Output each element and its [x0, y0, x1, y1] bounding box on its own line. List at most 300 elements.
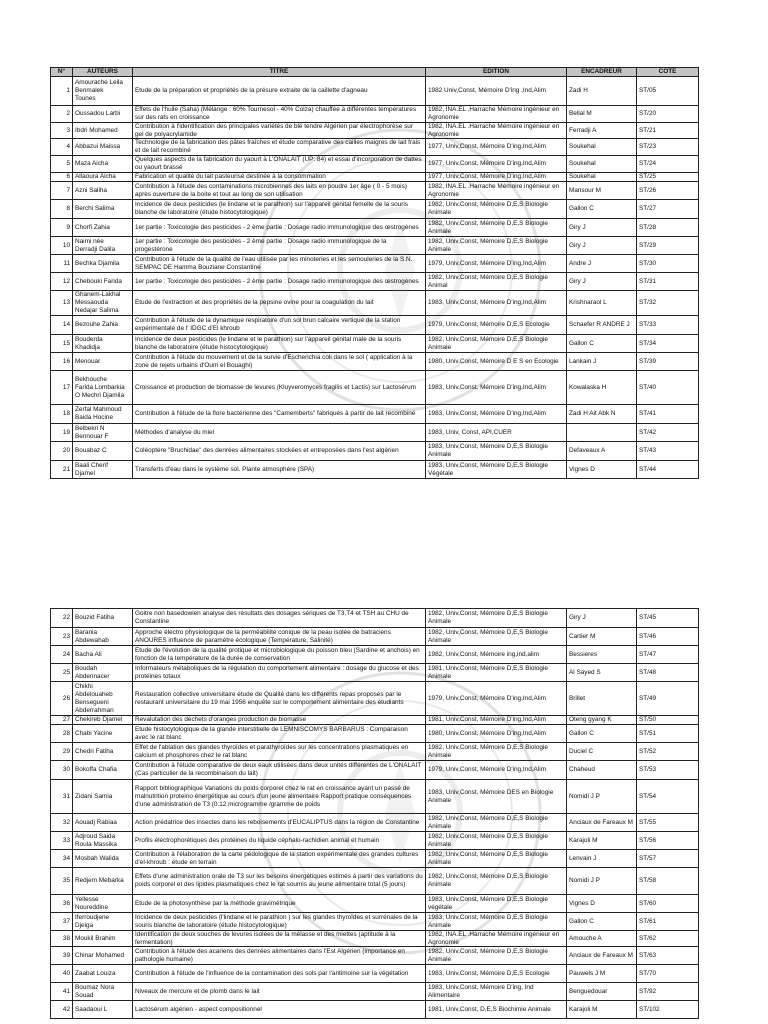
author-names: Naimi née Derradji Dalila	[75, 237, 116, 253]
row-number: 2	[66, 110, 70, 117]
cell-author-names	[73, 868, 133, 894]
cell-thesis-title	[133, 200, 426, 218]
cell-edition-info	[426, 273, 567, 290]
author-names: Chabi Yacine	[75, 729, 113, 737]
table-row	[51, 931, 699, 947]
cell-row-number	[51, 405, 73, 423]
author-names: Zidani Samia	[75, 792, 113, 800]
table-row	[51, 965, 699, 983]
thesis-title: Transferts d'eau dans le système sol. Plante atmosphère (SPA)	[135, 465, 315, 473]
cell-author-names	[73, 405, 133, 423]
supervisor-name: Cartier M	[569, 632, 596, 640]
edition-info: 1983, Univ, Const, API,CUER	[428, 428, 512, 436]
cell-call-number	[637, 405, 699, 423]
cell-thesis-title	[133, 123, 426, 138]
call-number: ST/40	[639, 383, 657, 391]
cell-supervisor-name	[567, 335, 637, 352]
cell-author-names	[73, 219, 133, 236]
edition-info: 1982, Univ,Const, Mémoire D,E,S Biologie Animale	[428, 201, 548, 216]
supervisor-name: Mansour M	[569, 186, 601, 194]
cell-supervisor-name	[567, 913, 637, 930]
cell-edition-info	[426, 353, 567, 370]
supervisor-name: Vignes D	[569, 465, 595, 473]
edition-info: 1982, Univ,Const, Mémoire D,E,S Biologie Animale	[428, 743, 548, 759]
header-authors-label: AUTEURS	[87, 68, 118, 75]
edition-info: 1982, INA.EL .Harrache Mémoire ingénieur en Agronomie	[428, 931, 560, 946]
author-names: Abbazui Maissa	[75, 143, 121, 150]
cell-author-names	[73, 77, 133, 105]
cell-call-number	[637, 316, 699, 334]
edition-info: 1977, Univ,Const, Mémoire D'ing,Ind,Alim	[428, 160, 546, 167]
cell-edition-info	[426, 983, 567, 1000]
cell-row-number	[51, 139, 73, 155]
row-number: 26	[62, 694, 70, 702]
thesis-title: Effets d'une administration orale de T3 sur les besoins énergétiques estimés à partir des variations du poids corporel et des lipides plasmatiques chez le rat soumis au jeune alimentaire total (5 jours)	[135, 873, 423, 888]
cell-row-number	[51, 106, 73, 122]
row-number: 40	[62, 969, 70, 977]
cell-row-number	[51, 335, 73, 352]
cell-row-number	[51, 743, 73, 760]
call-number: ST/56	[639, 836, 657, 844]
thesis-title: Contribution à l'élaboration de la carte pédologique de la station expérimentale des grandes cultures d'el-khroub : étude en terrain	[135, 850, 419, 866]
thesis-title: Profils électrophorétiques des protéines du liquide céphalo-rachidien animal et humain	[135, 836, 380, 844]
row-number: 32	[62, 818, 70, 826]
cell-call-number	[637, 931, 699, 946]
cell-row-number	[51, 353, 73, 370]
call-number: ST/31	[639, 277, 657, 285]
cell-thesis-title	[133, 335, 426, 352]
cell-thesis-title	[133, 273, 426, 290]
edition-info: 1982, Univ,Const, Mémoire D,E,S Biologie Animale	[428, 873, 548, 888]
edition-info: 1982, Univ,Const, Mémoire D,E,S Biologie Animale	[428, 335, 548, 351]
row-number: 24	[62, 650, 70, 658]
table-row	[51, 291, 699, 316]
cell-row-number	[51, 77, 73, 105]
cell-call-number	[637, 1001, 699, 1018]
cell-call-number	[637, 106, 699, 122]
table1-body	[51, 77, 699, 479]
edition-info: 1982, Univ,Const, Mémoire D,E,S Biologie Animale	[428, 237, 548, 253]
table-row	[51, 609, 699, 628]
cell-call-number	[637, 725, 699, 742]
cell-supervisor-name	[567, 371, 637, 404]
cell-author-names	[73, 106, 133, 122]
cell-thesis-title	[133, 291, 426, 315]
author-names: Allaoura Aicha	[75, 173, 116, 180]
cell-edition-info	[426, 725, 567, 742]
cell-call-number	[637, 291, 699, 315]
row-number: 18	[62, 410, 70, 417]
edition-info: 1983, Univ,Const, Mémoire DES en Biologie Animale	[428, 788, 554, 804]
cell-call-number	[637, 814, 699, 831]
author-names: Yellesse Noureddine	[75, 895, 109, 911]
cell-row-number	[51, 646, 73, 663]
author-names: Bouderda Khadidja	[75, 335, 103, 351]
row-number: 9	[66, 223, 70, 231]
cell-thesis-title	[133, 895, 426, 912]
edition-info: 1983, Univ,Const, Mémoire D'ing, Ind Alimentaire	[428, 983, 534, 999]
cell-author-names	[73, 725, 133, 742]
edition-info: 1981, Univ,Const, D,E,S Biochimie Animale	[428, 1005, 551, 1013]
cell-author-names	[73, 182, 133, 199]
edition-info: 1979, Univ,Const, Mémoire D'ing,Ind,Alim	[428, 694, 546, 702]
cell-call-number	[637, 173, 699, 181]
cell-row-number	[51, 931, 73, 946]
edition-info: 1983, Univ,Const, Mémoire D'ing,Ind,Alim	[428, 383, 546, 391]
call-number: ST/60	[639, 899, 657, 907]
cell-author-names	[73, 983, 133, 1000]
supervisor-name: Ferradji A	[569, 126, 597, 134]
supervisor-name: Nomidi J P	[569, 792, 600, 800]
cell-row-number	[51, 947, 73, 964]
cell-thesis-title	[133, 237, 426, 254]
cell-thesis-title	[133, 761, 426, 779]
supervisor-name: Karajoli M	[569, 836, 598, 844]
table-row	[51, 424, 699, 442]
row-number: 11	[63, 259, 70, 267]
call-number: ST/30	[639, 259, 657, 267]
cell-thesis-title	[133, 682, 426, 715]
cell-thesis-title	[133, 156, 426, 172]
edition-info: 1983, Univ,Const, Mémoire D,E,S Ecologie	[428, 969, 550, 977]
cell-row-number	[51, 291, 73, 315]
cell-supervisor-name	[567, 316, 637, 334]
cell-call-number	[637, 123, 699, 138]
table-row	[51, 353, 699, 371]
row-number: 14	[62, 321, 70, 328]
call-number: ST/61	[639, 917, 657, 925]
cell-author-names	[73, 442, 133, 460]
row-number: 29	[62, 747, 70, 755]
cell-thesis-title	[133, 461, 426, 478]
cell-supervisor-name	[567, 931, 637, 946]
cell-author-names	[73, 173, 133, 181]
thesis-title: Identification de deux souches de levures isolées de la mélasse et des miettes (aptitude à la fermentation)	[135, 931, 396, 946]
cell-author-names	[73, 780, 133, 813]
supervisor-name: Amouche A	[569, 934, 602, 942]
edition-info: 1983, Univ,Const, Mémoire D'ing,Ind,Alim	[428, 299, 546, 306]
call-number: ST/50	[639, 716, 657, 723]
call-number: ST/53	[639, 766, 657, 773]
cell-edition-info	[426, 291, 567, 315]
author-names: Iferroudjene Djeiga	[75, 913, 110, 929]
author-names: Chinar Mohamed	[75, 951, 125, 959]
author-names: Zerfal Mahmoud Baida Hocine	[75, 406, 122, 421]
supervisor-name: Vignes D	[569, 899, 595, 907]
cell-call-number	[637, 442, 699, 460]
cell-supervisor-name	[567, 106, 637, 122]
cell-supervisor-name	[567, 832, 637, 849]
row-number: 34	[62, 854, 70, 862]
thesis-title: 1er partie : Toxicologie des pesticides - 2 ème partie : Dosage radio immunologique de la progestérone	[135, 237, 387, 253]
author-names: Ibdri Mohamed	[75, 126, 118, 134]
thesis-title: Contribution à l'étude du mouvement et de la survie d'Escherichia coli dans le sol ( application à la zone de rejets urbains d'Oum el Bouaghi)	[135, 353, 413, 369]
author-names: Moukil Brahim	[75, 934, 116, 942]
cell-call-number	[637, 965, 699, 982]
row-number: 21	[62, 465, 70, 473]
supervisor-name: Andre J	[569, 259, 592, 267]
cell-supervisor-name	[567, 664, 637, 681]
table-row	[51, 780, 699, 814]
cell-supervisor-name	[567, 646, 637, 663]
cell-supervisor-name	[567, 139, 637, 155]
cell-edition-info	[426, 780, 567, 813]
row-number: 28	[62, 729, 70, 737]
cell-supervisor-name	[567, 291, 637, 315]
supervisor-name: Soukehal	[569, 143, 596, 150]
thesis-title: Contribution à l'étude des contaminations microbiennes des laits en poudre 1er âge ( 0 - 5 mois) après ouverture de la boite et tout au long de son utilisation	[135, 182, 407, 198]
cell-thesis-title	[133, 371, 426, 404]
cell-author-names	[73, 291, 133, 315]
cell-supervisor-name	[567, 965, 637, 982]
table1	[50, 67, 699, 479]
cell-call-number	[637, 139, 699, 155]
cell-edition-info	[426, 335, 567, 352]
call-number: ST/52	[639, 747, 657, 755]
cell-thesis-title	[133, 173, 426, 181]
call-number: ST/42	[639, 428, 657, 436]
edition-info: 1979, Univ,Const, Mémoire D'ing,Ind,Alim	[428, 766, 546, 773]
cell-thesis-title	[133, 850, 426, 867]
table-row	[51, 947, 699, 965]
edition-info: 1982 Univ,Const, Mémoire D'ing ,Ind,Alim	[428, 87, 546, 94]
cell-thesis-title	[133, 1001, 426, 1018]
cell-author-names	[73, 832, 133, 849]
thesis-title: Incidence de deux pesticides (le lindane et le parathion) sur l'appareil génital male de la souris blanche de laboratoire (étude histocytologique)	[135, 335, 402, 351]
thesis-title: Restauration collective universitaire étude de Qualité dans les différents repas proposés par le restaurant universitaire du 19 mai 1956 enquête sur le comportement alimentaire des étudiants	[135, 690, 404, 706]
header-call-number	[637, 68, 699, 76]
call-number: ST/28	[639, 223, 657, 231]
table-row	[51, 682, 699, 716]
cell-supervisor-name	[567, 182, 637, 199]
table-row	[51, 77, 699, 106]
edition-info: 1982, Univ,Const, Mémoire D,E,S Biologie Animale	[428, 610, 548, 625]
edition-info: 1982, INA.EL .Harrache Mémoire ingénieur en Agronomie	[428, 182, 560, 198]
cell-edition-info	[426, 156, 567, 172]
row-number: 27	[62, 716, 70, 723]
call-number: ST/20	[639, 110, 657, 117]
cell-thesis-title	[133, 219, 426, 236]
row-number: 22	[62, 614, 70, 621]
author-names: Bokoffa Chafia	[75, 766, 117, 773]
cell-supervisor-name	[567, 237, 637, 254]
cell-call-number	[637, 237, 699, 254]
cell-author-names	[73, 761, 133, 779]
cell-call-number	[637, 200, 699, 218]
call-number: ST/43	[639, 447, 657, 454]
author-names: Redjem Mebarka	[75, 877, 124, 884]
cell-row-number	[51, 273, 73, 290]
cell-call-number	[637, 682, 699, 715]
author-names: Berchi Salima	[75, 205, 115, 212]
header-edition-label: EDITION	[483, 68, 509, 75]
cell-author-names	[73, 664, 133, 681]
cell-row-number	[51, 255, 73, 272]
cell-row-number	[51, 895, 73, 912]
cell-thesis-title	[133, 868, 426, 894]
cell-call-number	[637, 983, 699, 1000]
cell-call-number	[637, 371, 699, 404]
cell-author-names	[73, 965, 133, 982]
cell-row-number	[51, 219, 73, 236]
row-number: 23	[62, 632, 70, 640]
thesis-title: Croissance et production de biomasse de levures (Kluyveromyces fragilis et Lactis) sur Lactosérum	[135, 383, 416, 391]
edition-info: 1982, Univ,Const, Mémoire D,E,S Biologie Animale	[428, 947, 548, 963]
table-row	[51, 761, 699, 780]
supervisor-name: Gallon C	[569, 729, 594, 737]
header-supervisor-label: ENCADREUR	[581, 68, 622, 75]
row-number: 15	[62, 339, 70, 347]
call-number: ST/32	[639, 299, 657, 306]
thesis-title: Revalutation des déchets d'oranges production de biomasse	[135, 716, 307, 723]
row-number: 30	[62, 766, 70, 773]
cell-supervisor-name	[567, 255, 637, 272]
table-row	[51, 868, 699, 895]
thesis-title: Effet de l'ablation des glandes thyroïdes et parathyroïdes sur les concentrations plasmatiques en calcium et phosphores chez le rat blanc	[135, 743, 409, 759]
cell-thesis-title	[133, 743, 426, 760]
thesis-title: Incidence de deux pesticides (le lindane et le parathion) sur l'appareil génital femelle de la souris blanche de laboratoire (étude histocytologique)	[135, 201, 408, 216]
cell-author-names	[73, 316, 133, 334]
table-row	[51, 316, 699, 335]
row-number: 16	[62, 357, 70, 365]
cell-edition-info	[426, 913, 567, 930]
thesis-title: Contribution à l'étude de l'influence de la contamination des sols par l'antimoine sur la végétation	[135, 969, 409, 977]
table-row	[51, 832, 699, 850]
table-row	[51, 628, 699, 646]
cell-edition-info	[426, 106, 567, 122]
supervisor-name: Karajoli M	[569, 1005, 598, 1013]
table-row	[51, 646, 699, 664]
row-number: 10	[62, 241, 70, 249]
cell-author-names	[73, 255, 133, 272]
cell-call-number	[637, 664, 699, 681]
author-names: Chikhi Abdelouaheb Bensegueni Abderrahman	[75, 682, 114, 714]
author-names: Oussadou Larbi	[75, 110, 121, 117]
row-number: 33	[62, 836, 70, 844]
cell-author-names	[73, 609, 133, 627]
cell-thesis-title	[133, 913, 426, 930]
supervisor-name: Giry J	[569, 241, 586, 249]
supervisor-name: Benguedouar	[569, 987, 608, 995]
supervisor-name: Giry J	[569, 223, 586, 231]
cell-supervisor-name	[567, 273, 637, 290]
cell-edition-info	[426, 931, 567, 946]
table-row	[51, 200, 699, 219]
table-row	[51, 255, 699, 273]
cell-thesis-title	[133, 405, 426, 423]
cell-author-names	[73, 200, 133, 218]
cell-supervisor-name	[567, 405, 637, 423]
row-number: 36	[62, 899, 70, 907]
call-number: ST/92	[639, 987, 657, 995]
cell-supervisor-name	[567, 424, 637, 441]
cell-supervisor-name	[567, 442, 637, 460]
thesis-title: Méthodes d'analyse du miel	[135, 428, 215, 436]
author-names: Chedri Fatiha	[75, 747, 114, 755]
cell-author-names	[73, 353, 133, 370]
cell-row-number	[51, 832, 73, 849]
call-number: ST/47	[639, 650, 657, 658]
supervisor-name: Lankain J	[569, 357, 597, 365]
cell-author-names	[73, 628, 133, 645]
supervisor-name: Zadi H Ait Abk N	[569, 410, 616, 417]
call-number: ST/54	[639, 792, 657, 800]
call-number: ST/51	[639, 729, 657, 737]
cell-call-number	[637, 255, 699, 272]
edition-info: 1981, Univ,Const, Mémoire D,E,S Biologie Animale	[428, 664, 548, 680]
table-row	[51, 123, 699, 139]
cell-row-number	[51, 200, 73, 218]
cell-thesis-title	[133, 965, 426, 982]
supervisor-name: Bellal M	[569, 110, 592, 117]
cell-author-names	[73, 156, 133, 172]
author-names: Bechka Djamila	[75, 259, 120, 267]
cell-edition-info	[426, 832, 567, 849]
supervisor-name: Pauwels J M	[569, 969, 606, 977]
cell-thesis-title	[133, 77, 426, 105]
row-number: 25	[62, 668, 70, 676]
author-names: Zaabat Louiza	[75, 969, 116, 977]
thesis-title: Etude histocytologique de la glande interstitielle de LEMNISCOMYS BARBARUS : Comparaison avec le rat blanc	[135, 725, 408, 741]
edition-info: 1982, Univ,Const, Mémoire D,E,S Biologie Animal	[428, 273, 548, 289]
supervisor-name: Oteng gyang K	[569, 716, 612, 723]
cell-author-names	[73, 814, 133, 831]
cell-supervisor-name	[567, 1001, 637, 1018]
cell-supervisor-name	[567, 850, 637, 867]
cell-row-number	[51, 173, 73, 181]
row-number: 39	[62, 951, 70, 959]
cell-author-names	[73, 335, 133, 352]
cell-supervisor-name	[567, 868, 637, 894]
thesis-title: Approche électro physiologique de la perméabilité conique de la peau isolée de batraciens ANOURES influence de paramètre écologique (Température, Salinité)	[135, 628, 391, 644]
cell-edition-info	[426, 237, 567, 254]
row-number: 8	[66, 205, 70, 212]
cell-row-number	[51, 725, 73, 742]
table-row	[51, 1001, 699, 1019]
edition-info: 1983, Univ,Const, Mémoire D,E,S Biologie végétale	[428, 895, 548, 911]
call-number: ST/23	[639, 143, 657, 150]
cell-thesis-title	[133, 947, 426, 964]
table-row	[51, 461, 699, 479]
cell-row-number	[51, 461, 73, 478]
table-row	[51, 664, 699, 682]
author-names: Ghanem-Lakhal Messaouda Nedajar Salima	[75, 291, 121, 314]
cell-thesis-title	[133, 780, 426, 813]
thesis-title: Fabrication et qualité du lait pasteurisé destinée à la consommation	[135, 173, 326, 180]
table-row	[51, 895, 699, 913]
cell-edition-info	[426, 182, 567, 199]
cell-supervisor-name	[567, 983, 637, 1000]
author-names: Chekireb Djamel	[75, 716, 123, 723]
cell-edition-info	[426, 173, 567, 181]
edition-info: 1982, Univ,Const, Mémoire D,E,S Biologie Animale	[428, 832, 548, 848]
cell-row-number	[51, 868, 73, 894]
call-number: ST/33	[639, 321, 657, 328]
cell-row-number	[51, 424, 73, 441]
table-row	[51, 913, 699, 931]
supervisor-name: Lenvain J	[569, 854, 597, 862]
cell-row-number	[51, 716, 73, 724]
cell-edition-info	[426, 646, 567, 663]
cell-edition-info	[426, 850, 567, 867]
table-row	[51, 335, 699, 353]
author-names: Mosbah Walida	[75, 854, 119, 862]
cell-edition-info	[426, 1001, 567, 1018]
supervisor-name: Defaveaux A	[569, 447, 606, 454]
cell-author-names	[73, 461, 133, 478]
cell-call-number	[637, 77, 699, 105]
call-number: ST/29	[639, 241, 657, 249]
